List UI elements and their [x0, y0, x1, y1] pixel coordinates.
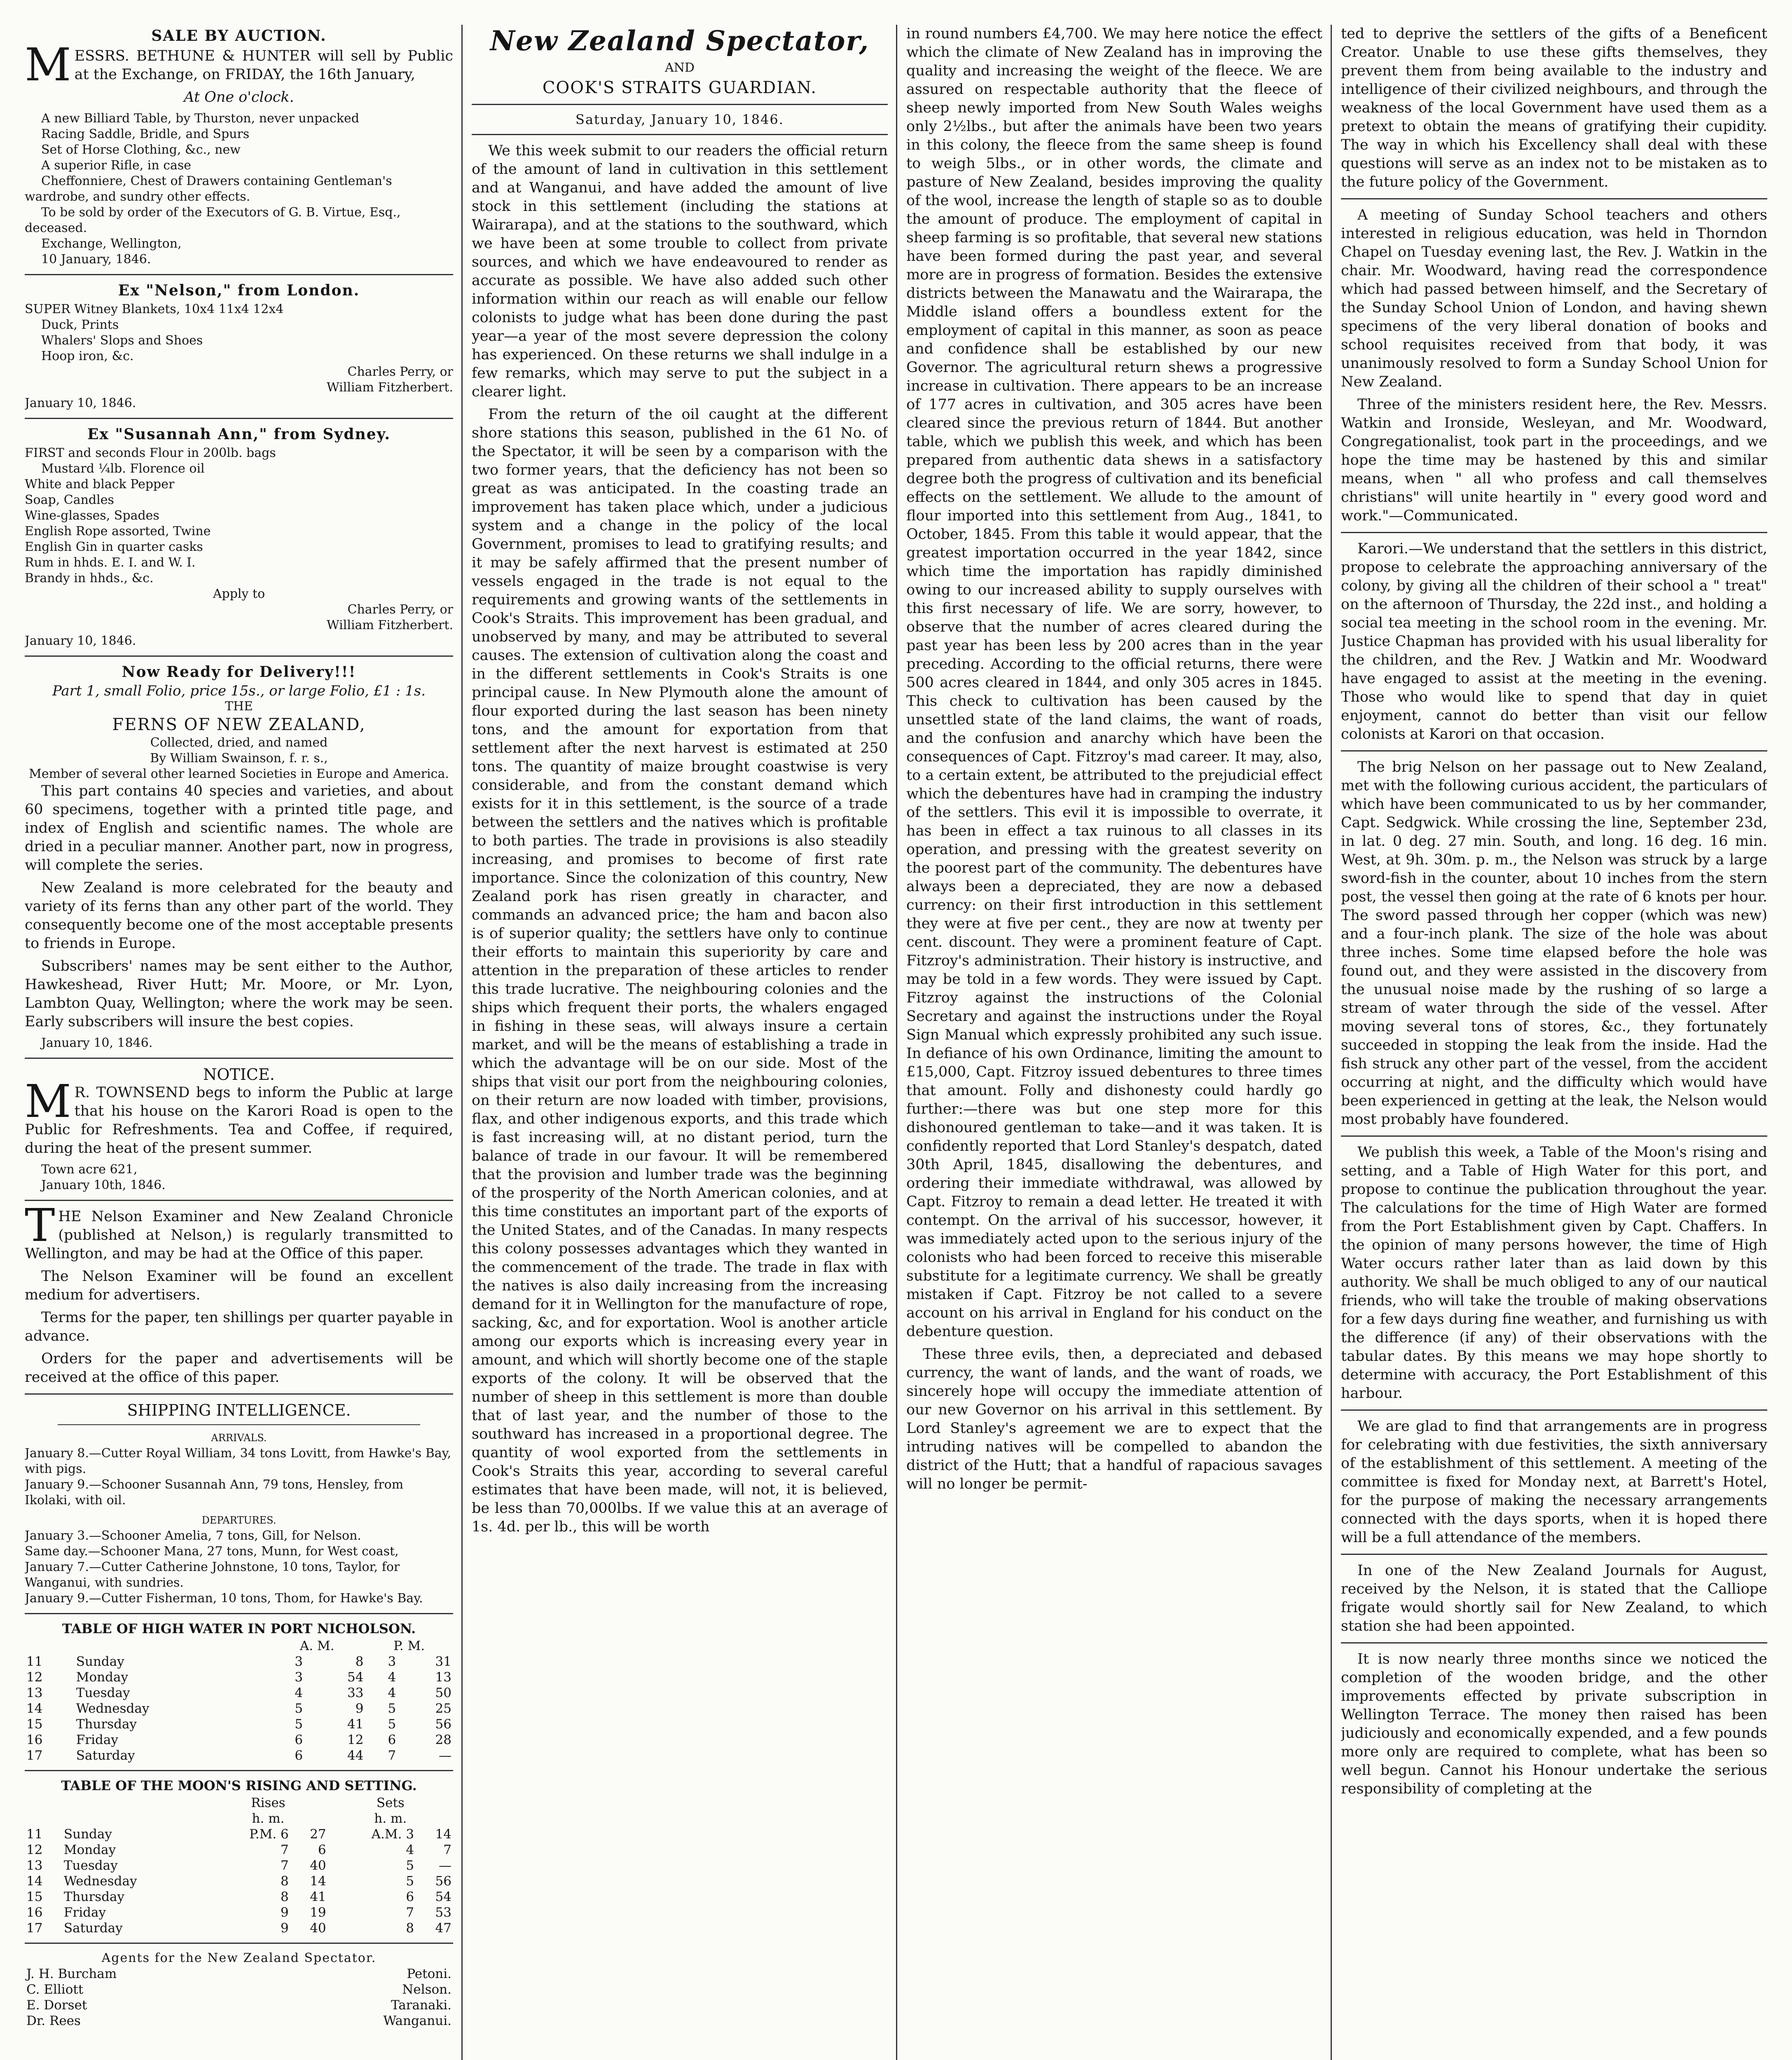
masthead-and: AND	[665, 61, 695, 75]
auction-item: A new Billiard Table, by Thurston, never unpacked	[41, 111, 359, 126]
column-local-news	[1341, 25, 1767, 2060]
editorial-para: We this week submit to our readers the official return of the amount of land in cultivation in this settlement and at Wanganui, and have added the amount of live stock in this settlement (including the stations at Wairarapa), and at the stations to the southward, which we have been at some trouble to collect from private sources, and which we have endeavoured to render as accurate as possible. We have also added such other information within our reach as will enable our fellow colonists to judge what has been done during the past year—a year of the most severe depression the colony has experienced. On these returns we shall indulge in a few remarks, which may serve to put the subject in a clearer light.	[472, 143, 888, 400]
examiner-advert	[25, 1199, 453, 1387]
news-para: We are glad to find that arrangements are in progress for celebrating with due festivities, the sixth anniversary of the establishment of this settlement. A meeting of the committee is fixed for Monday next, at Barrett's Hotel, for the purpose of making the necessary arrangements connected with the days sports, when it is hoped there will be a full attendance of the members.	[1341, 1418, 1767, 1546]
susannah-apply: Apply to	[213, 587, 265, 601]
auction-item: To be sold by order of the Executors of G. B. Virtue, Esq., deceased.	[25, 205, 401, 235]
ferns-para: This part contains 40 species and varieties, and about 60 specimens, together with a printed title page, and index of English and scientific names. The whole are dried in a peculiar manner. Another part, now in progress, will complete the series.	[25, 783, 453, 873]
susannah-title: Ex "Susannah Ann," from Sydney.	[87, 426, 391, 443]
auction-date: 10 January, 1846.	[41, 252, 151, 267]
susannah-signature: Charles Perry, or	[347, 602, 453, 617]
auction-item: Set of Horse Clothing, &c., new	[41, 143, 241, 157]
nelson-title: Ex "Nelson," from London.	[118, 282, 360, 299]
notice-date: January 10th, 1846.	[41, 1178, 166, 1192]
examiner-para: The Nelson Examiner will be found an excellent medium for advertisers.	[25, 1268, 453, 1303]
susannah-line: FIRST and seconds Flour in 200lb. bags	[25, 446, 276, 460]
auction-intro: MESSRS. BETHUNE & HUNTER will sell by Public at the Exchange, on FRIDAY, the 16th January,	[25, 38, 453, 91]
sets-header: Sets	[376, 1795, 405, 1810]
notice-title: NOTICE.	[203, 1065, 275, 1084]
susannah-signature: William Fitzherbert.	[326, 618, 453, 632]
column-advertisements	[25, 25, 453, 2060]
departure-entry: Same day.—Schooner Mana, 27 tons, Munn, for West coast,	[25, 1544, 399, 1559]
notice-town: Town acre 621,	[41, 1162, 138, 1177]
nelson-line: Hoop iron, &c.	[41, 349, 134, 363]
auction-place: Exchange, Wellington,	[41, 236, 182, 251]
editorial-para: These three evils, then, a depreciated and debased currency, the want of lands, and the want of roads, we sincerely hope will occupy the immediate attention of our new Governor on his arrival in this settlement. By Lord Stanley's agreement we are to expect that the intruding natives will be compelled to abandon the district of the Hutt; that a handful of rapacious savages will no longer be permit-	[906, 1346, 1322, 1492]
examiner-para: THE Nelson Examiner and New Zealand Chronicle (published at Nelson,) is regularly transmitted to Wellington, and may be had at the Office of this paper.	[25, 1199, 453, 1262]
notice-body: MR. TOWNSEND begs to inform the Public at large that his house on the Karori Road is open to the Public for Refreshments. Tea and Coffee, if required, during the heat of the present summer.	[25, 1075, 453, 1156]
news-para: It is now nearly three months since we noticed the completion of the wooden bridge, and the other improvements effected by private subscription in Wellington Terrace. The money then raised has been judiciously and economically expended, and a few pounds more only are required to complete, what has been so well begun. Cannot his Honour undertake the serious responsibility of completing at the	[1341, 1651, 1767, 1797]
nelson-advert	[25, 282, 453, 411]
table-row: 17 Saturday 6 44 7 —	[26, 1748, 452, 1763]
notice-advert	[25, 1065, 453, 1193]
table-row: 16 Friday 9 19 7 53	[26, 1905, 452, 1920]
shipping-title: SHIPPING INTELLIGENCE.	[127, 1401, 351, 1419]
masthead-sub: COOK'S STRAITS GUARDIAN.	[542, 78, 817, 97]
nelson-date: January 10, 1846.	[25, 396, 136, 410]
column-editorial-continued	[906, 25, 1322, 2060]
susannah-line: Brandy in hhds., &c.	[25, 571, 154, 585]
news-para: ted to deprive the settlers of the gifts of a Beneficent Creator. Unable to use these gifts themselves, they prevent them from being available to the industry and intelligence of their civilized neighbours, and through the weakness of the local Government have used them as a pretext to obtain the means of gratifying their cupidity. The way in which his Excellency shall deal with these questions will serve as an index not to be mistaken as to the future policy of the Government.	[1341, 26, 1767, 190]
news-para: Karori.—We understand that the settlers in this district, propose to celebrate the approaching anniversary of the colony, by giving all the children of their school a " treat" on the afternoon of Thursday, the 22d inst., and holding a social tea meeting in the school room in the evening. Mr. Justice Chapman has provided with his usual liberality for the children, and the Rev. J Watkin and Mr. Woodward have engaged to assist at the meeting in the evening. Those who would like to spend that day in quiet enjoyment, cannot do better than visit our fellow colonists at Karori on that occasion.	[1341, 541, 1767, 742]
news-para: The brig Nelson on her passage out to New Zealand, met with the following curious accident, the particulars of which have been communicated to us by her commander, Capt. Sedgwick. While crossing the line, September 23d, in lat. 0 deg. 27 min. South, and long. 16 deg. 16 min. West, at 9h. 30m. p. m., the Nelson was struck by a large sword-fish in the counter, about 10 inches from the stern post, the vessel then going at the rate of 6 knots per hour. The sword passed through her copper (which was new) and a four-inch plank. The size of the hole was about three inches. Some time elapsed before the hole was found out, and they were assisted in the discovery from the unusual noise made by the rushing of so large a stream of water through the side of the vessel. After moving several tons of stores, &c., they fortunately succeeded in stopping the leak from the inside. Had the fish struck any other part of the vessel, from the accident occurring at night, and the difficulty which would have been experienced in getting at the leak, the Nelson would most probably have foundered.	[1341, 759, 1767, 1128]
table-row: 12 Monday 7 6 4 7	[26, 1842, 452, 1857]
examiner-para: Terms for the paper, ten shillings per quarter payable in advance.	[25, 1309, 453, 1344]
news-para: Three of the ministers resident here, the Rev. Messrs. Watkin and Ironside, Wesleyan, and Mr. Woodward, Congregationalist, took part in the proceedings, and we hope the time may be hastened by this and similar means, when " all who profess and call themselves christians" will unite heartily in " every good word and work."—Communicated.	[1341, 396, 1767, 524]
nelson-signature: William Fitzherbert.	[326, 380, 453, 395]
news-para: A meeting of Sunday School teachers and others interested in religious education, was held in Thorndon Chapel on Tuesday evening last, the Rev. J. Watkin in the chair. Mr. Woodward, having read the correspondence which had passed between himself, and the Secretary of the Sunday School Union of London, and having shewn specimens of the very liberal donation of books and school requisites received from that body, it was unanimously resolved to form a Sunday School Union for New Zealand.	[1341, 207, 1767, 390]
table-row: 17 Saturday 9 40 8 47	[26, 1921, 452, 1936]
ferns-advert	[25, 663, 453, 1051]
table-row: 14 Wednesday 8 14 5 56	[26, 1874, 452, 1889]
table-row: 11 Sunday 3 8 3 31	[26, 1654, 452, 1669]
susannah-line: Mustard ¼lb. Florence oil	[41, 461, 205, 476]
shipping-intelligence	[25, 1401, 453, 1606]
auction-title: SALE BY AUCTION.	[151, 27, 327, 44]
ferns-ready: Now Ready for Delivery!!!	[122, 663, 356, 681]
ferns-the: THE	[225, 699, 253, 714]
agents-title: Agents for the New Zealand Spectator.	[101, 1951, 377, 1965]
am-header: A. M.	[299, 1639, 335, 1653]
agents-list	[25, 1950, 453, 2029]
table-row: E. Dorset Taranaki.	[26, 1998, 452, 2013]
susannah-line: Rum in hhds. E. I. and W. I.	[25, 555, 196, 570]
arrival-entry: January 9.—Schooner Susannah Ann, 79 tons, Hensley, from Ikolaki, with oil.	[25, 1477, 404, 1508]
susannah-line: English Rope assorted, Twine	[25, 524, 211, 538]
ferns-member: Member of several other learned Societies in Europe and America.	[29, 767, 449, 781]
susannah-advert	[25, 426, 453, 649]
susannah-line: Wine-glasses, Spades	[25, 508, 159, 523]
ferns-para: New Zealand is more celebrated for the beauty and variety of its ferns than any other part of the world. They consequently become one of the most acceptable presents to friends in Europe.	[25, 880, 453, 952]
ferns-author: By William Swainson, f. r. s.,	[150, 751, 328, 765]
table-row: C. Elliott Nelson.	[26, 1982, 452, 1997]
ferns-part: Part 1, small Folio, price 15s., or large Folio, £1 : 1s.	[52, 683, 426, 699]
moon-title: TABLE OF THE MOON'S RISING AND SETTING.	[61, 1778, 417, 1793]
rises-header: Rises	[251, 1795, 285, 1810]
table-row: 15 Thursday 5 41 5 56	[26, 1717, 452, 1732]
table-row: 15 Thursday 8 41 6 54	[26, 1889, 452, 1904]
ferns-sub: Collected, dried, and named	[150, 735, 328, 750]
departure-entry: January 3.—Schooner Amelia, 7 tons, Gill, for Nelson.	[25, 1529, 361, 1543]
masthead: New Zealand Spectator,	[490, 25, 870, 57]
hm-header: h. m.	[252, 1811, 285, 1826]
susannah-line: Soap, Candles	[25, 493, 114, 507]
table-row: J. H. Burcham Petoni.	[26, 1966, 452, 1981]
issue-date: Saturday, January 10, 1846.	[575, 112, 784, 127]
table-row: Dr. Rees Wanganui.	[26, 2013, 452, 2028]
departure-entry: January 9.—Cutter Fisherman, 10 tons, Thom, for Hawke's Bay.	[25, 1591, 423, 1606]
column-editorial	[472, 25, 888, 2060]
susannah-date: January 10, 1846.	[25, 634, 136, 648]
high-water-table	[25, 1621, 453, 1763]
arrival-entry: January 8.—Cutter Royal William, 34 tons Lovitt, from Hawke's Bay, with pigs.	[25, 1446, 452, 1476]
examiner-para: Orders for the paper and advertisements will be received at the office of this paper.	[25, 1351, 453, 1386]
ferns-para: Subscribers' names may be sent either to the Author, Hawkeshead, River Hutt; Mr. Moore, or Mr. Lyon, Lambton Quay, Wellington; where the work may be seen. Early subscribers will insure the best copies.	[25, 958, 453, 1030]
auction-item: Cheffonniere, Chest of Drawers containing Gentleman's wardrobe, and sundry other effects.	[25, 174, 392, 204]
news-para: We publish this week, a Table of the Moon's rising and setting, and a Table of High Water for this port, and propose to continue the publication throughout the year. The calculations for the time of High Water are formed from the Port Establishment given by Capt. Chaffers. In the opinion of many persons however, the time of High Water occurs rather later than as laid down by this authority. We shall be much obliged to any of our nautical friends, who will take the trouble of making observations for a few days during fine weather, and furnishing us with the difference (if any) of their observations with the tabular dates. By this means we may hope shortly to determine with accuracy, the Port Establishment of this harbour.	[1341, 1144, 1767, 1402]
auction-item: Racing Saddle, Bridle, and Spurs	[41, 127, 250, 141]
table-row: 13 Tuesday 7 40 5 —	[26, 1858, 452, 1873]
susannah-line: English Gin in quarter casks	[25, 540, 203, 554]
departure-entry: January 7.—Cutter Catherine Johnstone, 10 tons, Taylor, for Wanganui, with sundries.	[25, 1560, 400, 1590]
editorial-para: From the return of the oil caught at the different shore stations this season, published in the 61 No. of the Spectator, it will be seen by a comparison with the two former years, that the deficiency has not been so great as was anticipated. In the coasting trade an improvement has taken place which, under a judicious system and a change in the policy of the local Government, promises to lead to gratifying results; and it may be safely affirmed that the present number of vessels engaged in the trade is not equal to the requirements and growing wants of the settlements in Cook's Straits. This improvement has been gradual, and unobserved by many, and may be attributed to several causes. The extension of cultivation along the coast and in the different settlements in Cook's Straits is one principal cause. In New Plymouth alone the amount of flour exported during the last season has been ninety tons, and the amount for exportation from that settlement after the next harvest is estimated at 250 tons. The quantity of maize brought coastwise is very considerable, and from the constant demand which exists for it in this settlement, is the source of a trade between the settlers and the natives which is profitable to both parties. The trade in provisions is also steadily increasing, and promises to become of first rate importance. Since the colonization of this country, New Zealand pork has risen greatly in character, and commands an advanced price; the ham and bacon also is of superior quality; the settlers have only to continue their efforts to maintain this superiority by care and attention in the preparation of these articles to render this trade lucrative. The neighbouring colonies and the ships which frequent their ports, the whalers engaged in fishing in these seas, will always insure a certain market, and will be the means of establishing a trade in which the advantage will be on our side. Most of the ships that visit our port from the neighbouring colonies, on their return are now loaded with timber, provisions, flax, and other indigenous exports, and this trade which is fast increasing will, at no distant period, turn the balance of trade in our favour. It will be remembered that the provision and lumber trade was the beginning of the prosperity of the North American colonies, and at this time constitutes an important part of the exports of the United States, and of the Canadas. In many respects this colony possesses advantages which they wanted in the commencement of the trade. The trade in flax with the natives is also daily increasing from the increasing demand for it in Wellington for the manufacture of rope, sacking, &c, and for exportation. Wool is another article among our exports which is increasing every year in amount, and which will shortly become one of the staple exports of the colony. It will be observed that the number of sheep in this settlement is more than double that of last year, and the number of those to the southward has increased in a proportional degree. The quantity of wool exported from the settlements in Cook's Straits this year, according to several careful estimates that have been made, will not, it is believed, be less than 70,000lbs. If we value this at an average of 1s. 4d. per lb., this will be worth	[472, 406, 888, 1535]
table-row: 11 Sunday P.M. 6 27 A.M. 3 14	[26, 1827, 452, 1842]
moon-table	[25, 1778, 453, 1936]
high-water-title: TABLE OF HIGH WATER IN PORT NICHOLSON.	[62, 1621, 416, 1636]
ferns-date: January 10, 1846.	[41, 1036, 153, 1050]
table-row: 16 Friday 6 12 6 28	[26, 1732, 452, 1747]
table-row: 14 Wednesday 5 9 5 25	[26, 1701, 452, 1716]
editorial-para: in round numbers £4,700. We may here notice the effect which the climate of New Zealand has in improving the quality and increasing the weight of the fleece. We are assured on respectable authority that the fleece of sheep newly imported from New South Wales weighs only 2½lbs., but after the animals have been two years in this colony, the fleece from the same sheep is found to weigh 5lbs., or in other words, the climate and pasture of New Zealand, besides improving the quality of the wool, increase the length of staple so as to double the amount of produce. The employment of capital in sheep farming is so profitable, that several new stations have been formed during the past year, and several more are in progress of formation. Besides the extensive districts between the Manawatu and the Wairarapa, the Middle island offers a boundless extent for the employment of capital in this manner, as soon as peace and confidence shall be established by our new Governor. The agricultural return shews a progressive increase in cultivation. There appears to be an increase of 177 acres in cultivation, and 305 acres have been cleared since the previous return of 1844. But another table, which we publish this week, and which has been prepared from authentic data shews in a satisfactory degree both the progress of cultivation and its beneficial effects on the settlement. We allude to the amount of flour imported into this settlement from Aug., 1841, to October, 1845. From this table it would appear, that the greatest importation occurred in the year 1842, since which time the importation has rapidly diminished owing to our increased ability to supply ourselves with this first necessary of life. We are sorry, however, to observe that the number of acres cleared during the past year has been less by 200 acres than in the year preceding. According to the official returns, there were 500 acres cleared in 1844, and only 305 acres in 1845. This check to cultivation has been caused by the unsettled state of the land claims, the want of roads, and the confusion and anarchy which have been the consequences of Capt. Fitzroy's mad career. It may, also, to a certain extent, be attributed to the prejudicial effect which the debentures have had in cramping the industry of the settlers. This evil it is impossible to overrate, it has been in effect a tax ruinous to all classes in its operation, and pressing with the greatest severity on the poorest part of the community. The debentures have always been a depreciated, they are now a debased currency: on their first introduction in this settlement they were at five per cent., they are now at twenty per cent. discount. They were a prominent feature of Capt. Fitzroy's administration. Their history is instructive, and may be told in a few words. They were issued by Capt. Fitzroy against the instructions of the Colonial Secretary and against the instructions under the Royal Sign Manual which expressly prohibited any such issue. In defiance of his own Ordinance, limiting the amount to £15,000, Capt. Fitzroy issued debentures to three times that amount. Folly and dishonesty could hardly go further:—there was but one step more for this dishonoured gentleman to take—and it was taken. It is confidently reported that Lord Stanley's despatch, dated 30th April, 1845, disallowing the debentures, and ordering their immediate withdrawal, was allowed by Capt. Fitzroy to remain a dead letter. He treated it with contempt. On the arrival of his successor, however, it was immediately acted upon to the serious injury of the colonists who had been forced to receive this miserable substitute for a legitimate currency. We shall be greatly mistaken if Capt. Fitzroy be not called to a severe account on his arrival in England for his conduct on the debenture question.	[906, 26, 1322, 1340]
ferns-title: FERNS OF NEW ZEALAND,	[112, 715, 366, 734]
nelson-line: SUPER Witney Blankets, 10x4 11x4 12x4	[25, 302, 284, 316]
auction-advert	[25, 27, 453, 267]
auction-item: A superior Rifle, in case	[41, 158, 192, 173]
auction-time: At One o'clock.	[184, 89, 294, 105]
table-row: 13 Tuesday 4 33 4 50	[26, 1685, 452, 1700]
susannah-line: White and black Pepper	[25, 477, 175, 492]
departures-heading: DEPARTURES.	[201, 1515, 276, 1526]
news-para: In one of the New Zealand Journals for August, received by the Nelson, it is stated that the Calliope frigate would shortly sail for New Zealand, to which station she had been appointed.	[1341, 1562, 1767, 1634]
table-row: 12 Monday 3 54 4 13	[26, 1670, 452, 1685]
nelson-signature: Charles Perry, or	[347, 365, 453, 379]
nelson-line: Whalers' Slops and Shoes	[41, 333, 203, 348]
pm-header: P. M.	[393, 1639, 425, 1653]
nelson-line: Duck, Prints	[41, 318, 119, 332]
hm-header: h. m.	[374, 1811, 407, 1826]
arrivals-heading: ARRIVALS.	[211, 1432, 267, 1444]
